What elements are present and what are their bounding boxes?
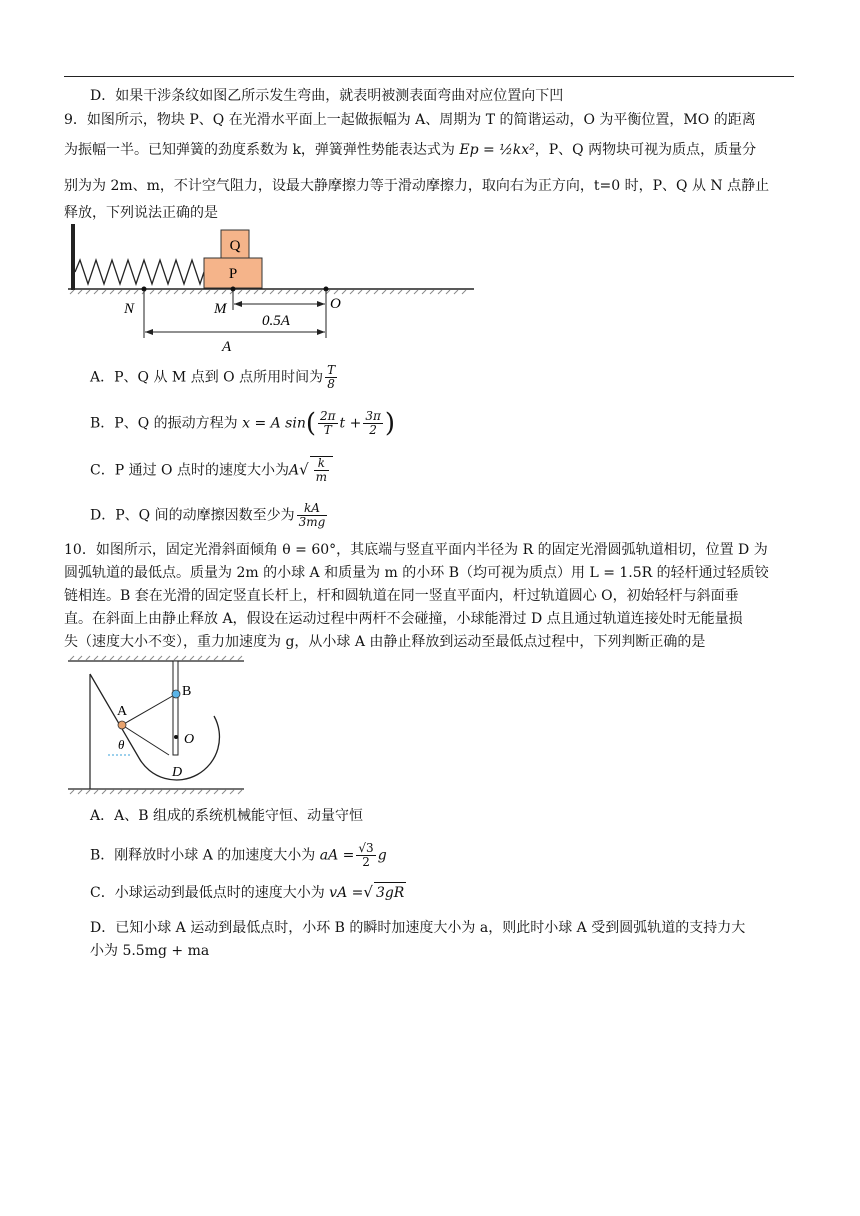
q9-option-b-frac2 (363, 410, 383, 437)
q9-stem-line2 (64, 140, 794, 160)
q10-stem-line2: 圆弧轨道的最低点。质量为 2m 的小球 A 和质量为 m 的小环 B（均可视为质点）用 L = 1.5R 的轻杆通过轻质铰 (64, 565, 769, 581)
q9-option-c-fraction (314, 457, 329, 484)
q8-option-d: D．如果干涉条纹如图乙所示发生弯曲，就表明被测表面弯曲对应位置向下凹 (90, 88, 564, 104)
label-m: M (214, 301, 227, 317)
frac-den: T (323, 423, 332, 437)
frac-num: 3π (365, 409, 381, 423)
q9-stem-line2a: 为振幅一半。已知弹簧的劲度系数为 k，弹簧弹性势能表达式为 (64, 142, 460, 158)
q9-option-c (90, 456, 333, 484)
q10-option-b-tail: g (377, 847, 387, 864)
frac-den: m (315, 470, 328, 484)
q9-stem-line2b: ，P、Q 两物块可视为质点，质量分 (534, 142, 757, 158)
q10-track-figure (66, 652, 248, 800)
incline-and-arc (90, 674, 219, 780)
q10-option-d-line1: D．已知小球 A 运动到最低点时，小环 B 的瞬时加速度大小为 a，则此时小球 A 受到圆弧轨道的支持力大 (90, 920, 746, 936)
frac-den: 2 (362, 855, 370, 869)
vertical-rod (173, 661, 178, 755)
paren-open: ( (305, 408, 317, 439)
sqrt-sign: √ (363, 883, 373, 901)
q9-stem-line1: 9．如图所示，物块 P、Q 在光滑水平面上一起做振幅为 A、周期为 T 的简谐运动，O 为平衡位置，MO 的距离 (64, 112, 756, 128)
q9-option-c-prefix: A (288, 462, 300, 479)
header-rule (64, 76, 794, 77)
frac-den: 2 (369, 423, 377, 437)
q10-option-b-text: B．刚释放时小球 A 的加速度大小为 (90, 847, 316, 864)
q9-option-b-mid: t + (339, 415, 362, 432)
frac-num: 2π (320, 409, 336, 423)
q9-option-b (90, 410, 395, 437)
spring (75, 260, 204, 284)
q10-stem-line5: 失（速度大小不变），重力加速度为 g，从小球 A 由静止释放到运动至最低点过程中，下列判断正确的是 (64, 634, 706, 650)
ring-b (172, 690, 180, 698)
block-q-label: Q (229, 238, 241, 254)
q10-stem-line4: 直。在斜面上由静止释放 A，假设在运动过程中两杆不会碰撞，小球能滑过 D 点且通过轨道连接处时无能量损 (64, 611, 743, 627)
label-theta: θ (118, 737, 125, 752)
label-d: D (172, 765, 183, 780)
frac-num: T (327, 363, 336, 377)
q9-option-c-radicand (310, 456, 333, 484)
q9-stem-line4: 释放，下列说法正确的是 (64, 205, 218, 221)
frac-num: √3 (358, 841, 374, 855)
q10-option-c-text: C．小球运动到最低点时的速度大小为 (90, 885, 325, 901)
q10-option-c-lhs: vA = (329, 885, 364, 901)
label-b: B (182, 684, 192, 699)
q10-option-b-fraction (356, 842, 375, 869)
label-o: O (184, 732, 195, 747)
frac-den: 3mg (298, 515, 326, 529)
q10-option-c-radicand: 3gR (374, 882, 406, 903)
q9-option-a-fraction (325, 364, 337, 391)
label-a: A (117, 704, 128, 719)
center-o (174, 735, 178, 739)
q9-option-c-text: C．P 通过 O 点时的速度大小为 (90, 462, 289, 479)
frac-den: 8 (327, 377, 335, 391)
frac-num: k (314, 457, 329, 471)
q9-option-d-fraction (297, 502, 328, 529)
q10-option-d-line2: 小为 5.5mg + ma (90, 943, 210, 959)
q9-option-d (90, 502, 329, 529)
q10-option-b (90, 842, 387, 869)
q10-stem-line1: 10．如图所示，固定光滑斜面倾角 θ = 60°，其底端与竖直平面内半径为 R 的固定光滑圆弧轨道相切，位置 D 为 (64, 542, 768, 558)
q9-option-a-text: A．P、Q 从 M 点到 O 点所用时间为 (90, 369, 324, 386)
label-n: N (124, 301, 135, 317)
q10-option-b-lhs: aA = (319, 847, 355, 864)
dim-full-a: A (222, 339, 232, 355)
label-o: O (330, 296, 341, 312)
q9-option-b-formula: x = A sin (242, 415, 306, 432)
q10-stem-line3: 链相连。B 套在光滑的固定竖直长杆上，杆和圆轨道在同一竖直平面内，杆过轨道圆心 O，初始轻杆与斜面垂 (64, 588, 739, 604)
q9-spring-figure (64, 220, 484, 360)
frac-num: kA (297, 502, 328, 516)
q10-option-a: A．A、B 组成的系统机械能守恒、动量守恒 (90, 808, 363, 824)
q9-option-b-frac1 (318, 410, 338, 437)
block-p-label: P (228, 266, 238, 282)
q10-option-c (90, 882, 406, 903)
q9-option-a (90, 364, 339, 391)
sqrt-sign: √ (299, 460, 309, 479)
ball-a (118, 721, 126, 729)
q9-energy-formula: Ep = ½kx² (459, 142, 535, 158)
dim-half-a: 0.5A (262, 313, 290, 329)
paren-close: ) (384, 408, 396, 439)
q9-option-d-text: D．P、Q 间的动摩擦因数至少为 (90, 507, 295, 524)
q9-option-b-text: B．P、Q 的振动方程为 (90, 415, 238, 432)
q9-stem-line3: 别为为 2m、m，不计空气阻力，设最大静摩擦力等于滑动摩擦力，取向右为正方向，t=0 时，P、Q 从 N 点静止 (64, 178, 770, 194)
